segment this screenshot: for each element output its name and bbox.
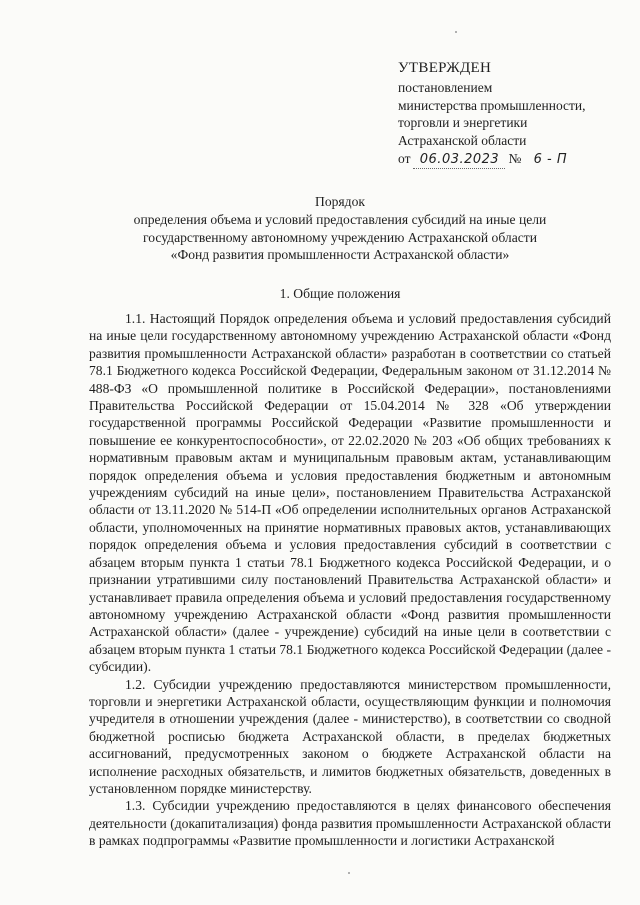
approval-line: постановлением (398, 80, 493, 96)
number-prefix: № (508, 151, 522, 167)
document-title (60, 193, 620, 264)
paragraph-1-2: 1.2. Субсидии учреждению предоставляются министерством промышленности, торговли и энергетики Астраханской области, осуществляющим функции и полномочия учредителя в отношении учреждения (далее - министерство), в соответствии со сводной бюджетной росписью бюджета Астраханской области, в пределах бюджетных ассигнований, предусмотренных законом о бюджете Астраханской области на исполнение расходных обязательств, и лимитов бюджетных обязательств, доведенных в установленном порядке министерству. (89, 676, 611, 796)
scan-speck (455, 31, 457, 33)
approval-heading: УТВЕРЖДЕН (398, 60, 492, 76)
section-heading: 1. Общие положения (279, 286, 401, 301)
title-line: государственному автономному учреждению Астраханской области (143, 229, 537, 245)
paragraph-1-3: 1.3. Субсидии учреждению предоставляются в целях финансового обеспечения деятельности (докапитализация) фонда развития промышленности Астраханской области в рамках подпрограммы «Развитие промышленности и логистики Астраханской (89, 798, 611, 849)
approval-block (398, 60, 628, 169)
title-line: «Фонд развития промышленности Астраханской области» (170, 247, 510, 263)
title-name: Порядок (315, 194, 365, 209)
approval-line: Астраханской области (398, 132, 527, 148)
approval-date-line (398, 150, 628, 169)
handwritten-date: 06.03.2023 (413, 151, 505, 169)
paragraph-1-1: 1.1. Настоящий Порядок определения объема и условий предоставления субсидий на иные цели государственному автономному учреждению Астраханской области «Фонд развития промышленности Астраханской области» разработан в соответствии со статьей 78.1 Бюджетного кодекса Российской Федерации, Федеральным законом от 31.12.2014 № 488-ФЗ «О промышленной политике в Российской Федерации», постановлениями Правительства Российской Федерации от 15.04.2014 № 328 «Об утверждении государственной программы Российской Федерации «Развитие промышленности и повышение ее конкурентоспособности», от 22.02.2020 № 203 «Об общих требованиях к нормативным правовым актам и муниципальным правовым актам, устанавливающим порядок определения объема и условия предоставления бюджетным и автономным учреждениям субсидий на иные цели», постановлением Правительства Астраханской области от 13.11.2020 № 514-П «Об определении исполнительных органов Астраханской области, уполномоченных на принятие нормативных правовых актов, устанавливающих порядок определения объема и условия предоставления субсидий в соответствии с абзацем вторым пункта 1 статьи 78.1 Бюджетного кодекса Российской Федерации, и о признании утратившими силу постановлений Правительства Астраханской области» и устанавливает правила определения объема и условий предоставления государственному автономному учреждению Астраханской области «Фонд развития промышленности Астраханской области» (далее - учреждение) субсидий на иные цели в соответствии с абзацем вторым пункта 1 статьи 78.1 Бюджетного кодекса Российской Федерации (далее - субсидии). (89, 311, 611, 675)
document-body (89, 310, 611, 850)
scan-speck (348, 872, 350, 874)
title-line: определения объема и условий предоставления субсидий на иные цели (133, 212, 547, 228)
approval-line: торговли и энергетики (398, 115, 528, 131)
approval-line: министерства промышленности, (398, 97, 586, 113)
date-prefix: от (398, 151, 411, 167)
handwritten-number: 6 - П (533, 152, 568, 168)
